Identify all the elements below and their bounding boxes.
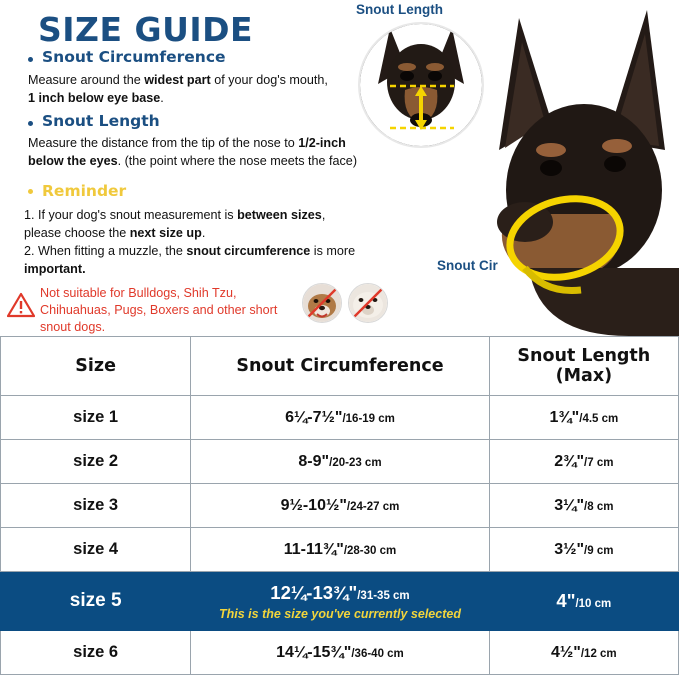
page-title: SIZE GUIDE (38, 10, 254, 49)
cell-circumference: 9½-10½"/24-27 cm (191, 484, 489, 528)
snout-circumference-annotation: Snout Cir (437, 258, 498, 273)
bullet-dot-icon (28, 121, 33, 126)
cell-size: size 5 (1, 572, 191, 631)
table-row[interactable] (1, 396, 679, 440)
cell-size: size 1 (1, 396, 191, 440)
warning-text: Not suitable for Bulldogs, Shih Tzu, Chihuahuas, Pugs, Boxers and other short snout dogs. (40, 286, 278, 334)
cell-circumference: 12¼-13¾"/31-35 cm This is the size you've currently selected (191, 572, 489, 631)
header-length-line2: (Max) (555, 366, 613, 386)
cell-circumference: 6¼-7½"/16-19 cm (191, 396, 489, 440)
cell-circumference: 11-11¾"/28-30 cm (191, 528, 489, 572)
inset-illustration (360, 24, 482, 146)
snout-length-inset-photo (358, 22, 484, 148)
cell-length: 3½"/9 cm (489, 528, 678, 572)
cell-length: 3¼"/8 cm (489, 484, 678, 528)
cell-size: size 3 (1, 484, 191, 528)
table-body (1, 396, 679, 675)
snout-length-annotation: Snout Length (356, 2, 443, 17)
header-cell-length (489, 337, 678, 396)
table-row[interactable] (1, 528, 679, 572)
section-body-snout-circumference: Measure around the widest part of your dog's mouth, 1 inch below eye base. (28, 73, 328, 105)
reminder-item-1: 1. If your dog's snout measurement is between sizes, please choose the next size up. (24, 208, 326, 240)
header-cell-circumference: Snout Circumference (191, 337, 489, 396)
table-row[interactable] (1, 631, 679, 675)
cell-size: size 4 (1, 528, 191, 572)
size-table-wrapper (0, 336, 679, 675)
reminder-item-2: 2. When fitting a muzzle, the snout circumference is more important. (24, 244, 356, 276)
table-row[interactable] (1, 440, 679, 484)
cell-size: size 2 (1, 440, 191, 484)
section-heading-snout-circumference: Snout Circumference (42, 48, 226, 66)
guide-top-section (0, 0, 679, 336)
cell-length: 4"/10 cm (489, 572, 678, 631)
cell-length: 2¾"/7 cm (489, 440, 678, 484)
section-body-snout-length: Measure the distance from the tip of the nose to 1/2-inch below the eyes. (the point where the nose meets the face) (28, 136, 358, 168)
table-header-row (1, 337, 679, 396)
not-suitable-bulldog-icon (302, 283, 342, 323)
size-table (0, 336, 679, 675)
not-suitable-shihtzu-icon (348, 283, 388, 323)
section-heading-snout-length: Snout Length (42, 112, 160, 130)
cell-circumference: 14¼-15¾"/36-40 cm (191, 631, 489, 675)
table-row[interactable] (1, 572, 679, 631)
cell-length: 1¾"/4.5 cm (489, 396, 678, 440)
cell-size: size 6 (1, 631, 191, 675)
table-row[interactable] (1, 484, 679, 528)
cell-length: 4½"/12 cm (489, 631, 678, 675)
table-header (1, 337, 679, 396)
warning-triangle-icon (7, 292, 35, 318)
header-cell-size: Size (1, 337, 191, 396)
reminder-bullet-dot-icon (28, 189, 33, 194)
header-length-line1: Snout Length (517, 346, 651, 366)
reminder-heading: Reminder (42, 182, 127, 200)
cell-circumference: 8-9"/20-23 cm (191, 440, 489, 484)
bullet-dot-icon (28, 57, 33, 62)
